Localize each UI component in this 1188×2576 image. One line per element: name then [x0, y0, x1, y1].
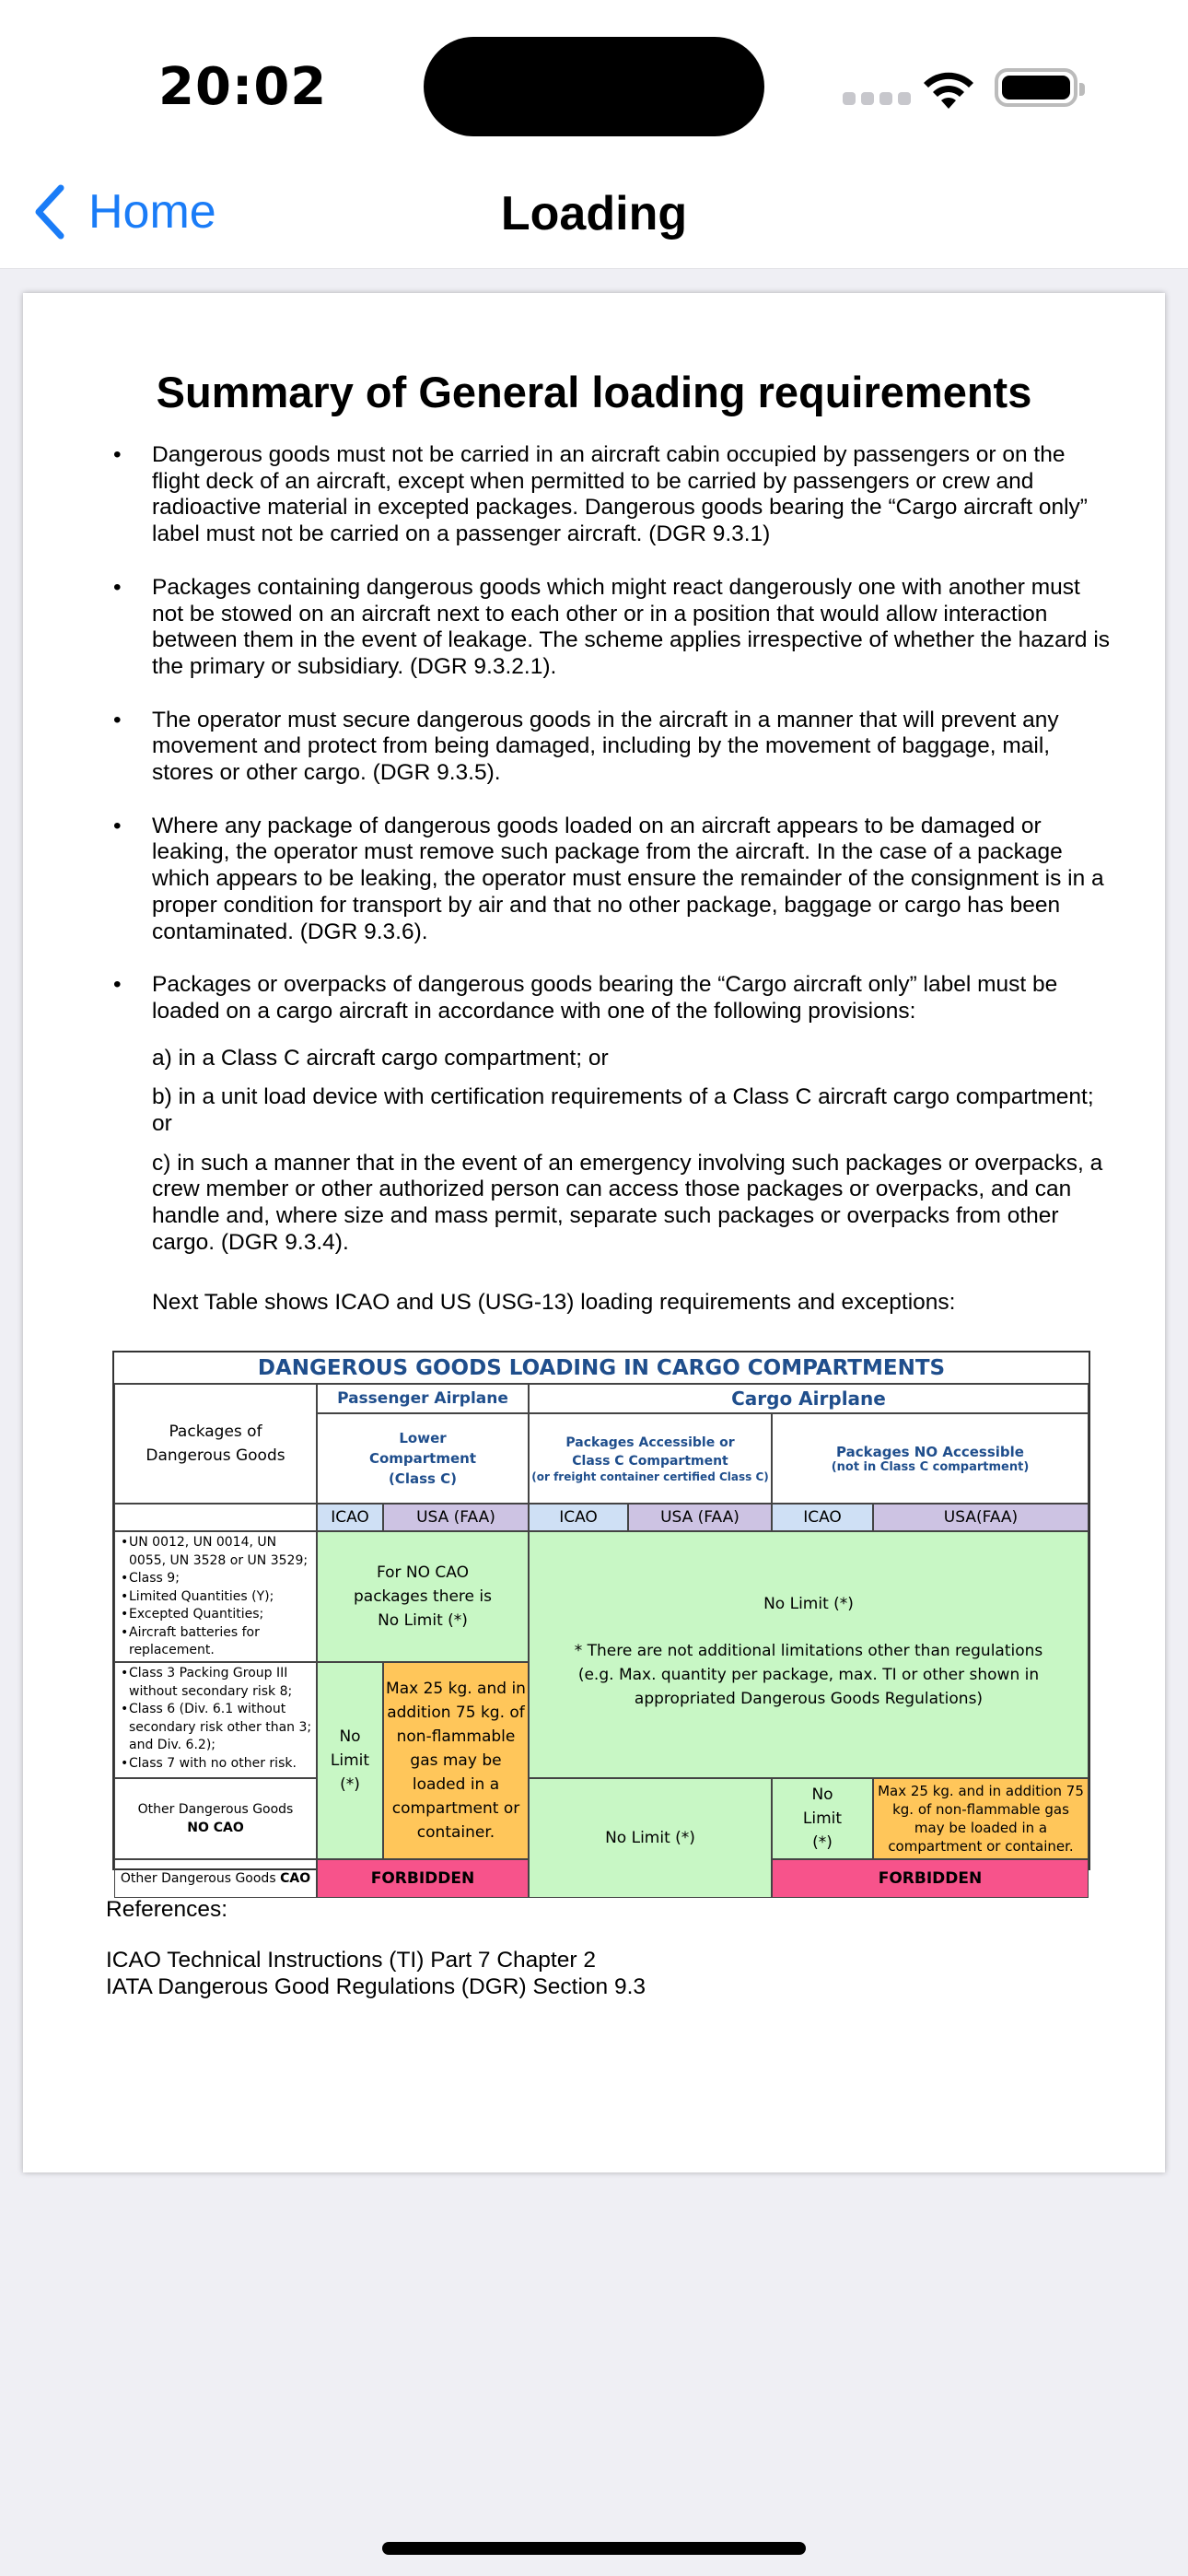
list-item: • UN 0012, UN 0014, UN 0055, UN 3528 or UN 3529; [121, 1534, 316, 1570]
not-accessible-note: (not in Class C compartment) [831, 1459, 1030, 1474]
max-25kg-cell: Max 25 kg. and in addition 75 kg. of non-flammable gas may be loaded in a compartment or container. [383, 1662, 529, 1859]
list-item: • Limited Quantities (Y); [121, 1588, 316, 1607]
no-limit-text: No Limit (*) [763, 1595, 854, 1613]
list-item: • Aircraft batteries for replacement. [121, 1624, 316, 1660]
provision-item: b) in a unit load device with certification requirements of a Class C aircraft cargo compartment; or [152, 1084, 1094, 1137]
battery-icon [995, 68, 1077, 107]
accessible-header [529, 1413, 772, 1504]
other-dg-no-cao-cell [114, 1778, 317, 1859]
not-accessible-header [772, 1413, 1089, 1504]
lower-compartment-header: Lower Compartment (Class C) [317, 1413, 529, 1504]
list-item: • Class 6 (Div. 6.1 without secondary risk other than 3; and Div. 6.2); [121, 1701, 316, 1755]
references [106, 1896, 646, 2000]
document-page [23, 293, 1165, 2172]
passenger-airplane-header: Passenger Airplane [317, 1384, 529, 1413]
back-label: Home [88, 185, 216, 239]
icao-header: ICAO [317, 1504, 383, 1531]
accessible-label: Packages Accessible or Class C Compartment [565, 1435, 735, 1469]
navigation-bar [0, 166, 1188, 269]
provision-item: a) in a Class C aircraft cargo compartment; or [152, 1045, 609, 1071]
row1-goods-list [114, 1531, 317, 1662]
cargo-no-limit-cell [529, 1531, 1089, 1778]
wifi-icon [921, 66, 976, 111]
list-item: • Excepted Quantities; [121, 1606, 316, 1624]
icao-header: ICAO [772, 1504, 873, 1531]
packages-header: Packages of Dangerous Goods [114, 1384, 317, 1504]
table-intro: Next Table shows ICAO and US (USG-13) loading requirements and exceptions: [152, 1290, 956, 1315]
list-item: • Class 7 with no other risk. [121, 1755, 316, 1774]
usa-faa-header: USA (FAA) [628, 1504, 772, 1531]
list-item: • The operator must secure dangerous goods in the aircraft in a manner that will prevent any movement and protect from being damaged, including by the movement of baggage, mail, stores or other cargo. (DGR 9.3.5). [113, 708, 1112, 787]
list-item: • Dangerous goods must not be carried in an aircraft cabin occupied by passengers or on the flight deck of an aircraft, except when permitted to be carried by passengers or crew and radioactive material in excepted packages. Dangerous goods bearing the “Cargo aircraft only” label must not be carried on a passenger aircraft. (DGR 9.3.1) [113, 442, 1112, 548]
row2-goods-list [114, 1662, 317, 1778]
home-indicator[interactable] [382, 2542, 806, 2555]
list-item: • Class 9; [121, 1570, 316, 1588]
nav-title: Loading [500, 187, 688, 240]
other-dg-label: Other Dangerous Goods [137, 1802, 294, 1817]
list-item: • Class 3 Packing Group III without secondary risk 8; [121, 1665, 316, 1701]
dynamic-island [424, 37, 764, 136]
list-item: • Packages containing dangerous goods which might react dangerously one with another must not be stowed on an aircraft next to each other or in a position that would allow interaction between them in the event of leakage. The scheme applies irrespective of whether the hazard is the primary or subsidiary. (DGR 9.3.2.1). [113, 575, 1112, 681]
usa-faa-header: USA(FAA) [873, 1504, 1089, 1531]
not-accessible-label: Packages NO Accessible [836, 1443, 1024, 1460]
usa-faa-header: USA (FAA) [383, 1504, 529, 1531]
no-cao-no-limit-cell: For NO CAO packages there is No Limit (*) [317, 1531, 529, 1662]
cao-label: CAO [280, 1871, 311, 1886]
cellular-signal-icon [843, 92, 911, 105]
not-accessible-usa-cell: Max 25 kg. and in addition 75 kg. of non-flammable gas may be loaded in a compartment or container. [873, 1778, 1089, 1859]
other-dg-cao-cell [114, 1859, 317, 1898]
icao-header: ICAO [529, 1504, 628, 1531]
list-item: • Packages or overpacks of dangerous goods bearing the “Cargo aircraft only” label must be loaded on a cargo aircraft in accordance with one of the following provisions: [113, 972, 1112, 1025]
reference-item: ICAO Technical Instructions (TI) Part 7 Chapter 2 [106, 1948, 596, 1973]
forbidden-passenger-cell: FORBIDDEN [317, 1859, 529, 1898]
forbidden-cargo-cell: FORBIDDEN [772, 1859, 1089, 1898]
footnote-text: * There are not additional limitations other than regulations (e.g. Max. quantity per package, max. TI or other shown in appropriated Dangerous Goods Regulations) [574, 1642, 1043, 1708]
accessible-no-limit-cell: No Limit (*) [529, 1778, 772, 1898]
list-item: • Where any package of dangerous goods loaded on an aircraft appears to be damaged or leaking, the operator must remove such package from the aircraft. In the case of a package which appears to be leaking, the operator must ensure the remainder of the consignment is in a proper condition for transport by air and that no other package, baggage or cargo has been contaminated. (DGR 9.3.6). [113, 814, 1112, 946]
not-accessible-icao-cell: No Limit (*) [772, 1778, 873, 1859]
status-time: 20:02 [158, 57, 328, 117]
other-dg-cao-label: Other Dangerous Goods [120, 1871, 276, 1886]
no-cao-label: NO CAO [187, 1821, 244, 1835]
requirements-list [113, 442, 1112, 1270]
cargo-airplane-header: Cargo Airplane [529, 1384, 1089, 1413]
accessible-note: (or freight container certified Class C) [531, 1470, 769, 1483]
status-bar [0, 0, 1188, 166]
icao-no-limit-cell: No Limit (*) [317, 1662, 383, 1859]
references-title: References: [106, 1897, 228, 1922]
dg-loading-table [112, 1351, 1090, 1888]
document-title: Summary of General loading requirements [156, 368, 1032, 416]
reference-item: IATA Dangerous Good Regulations (DGR) Section 9.3 [106, 1974, 646, 1999]
table-title: DANGEROUS GOODS LOADING IN CARGO COMPARTMENTS [114, 1352, 1089, 1384]
blank-subheader [114, 1504, 317, 1531]
provision-item: c) in such a manner that in the event of an emergency involving such packages or overpacks, a crew member or other authorized person can access those packages or overpacks, and can handle and, where size and mass permit, separate such packages or overpacks from other cargo. (DGR 9.3.4). [152, 1150, 1103, 1255]
